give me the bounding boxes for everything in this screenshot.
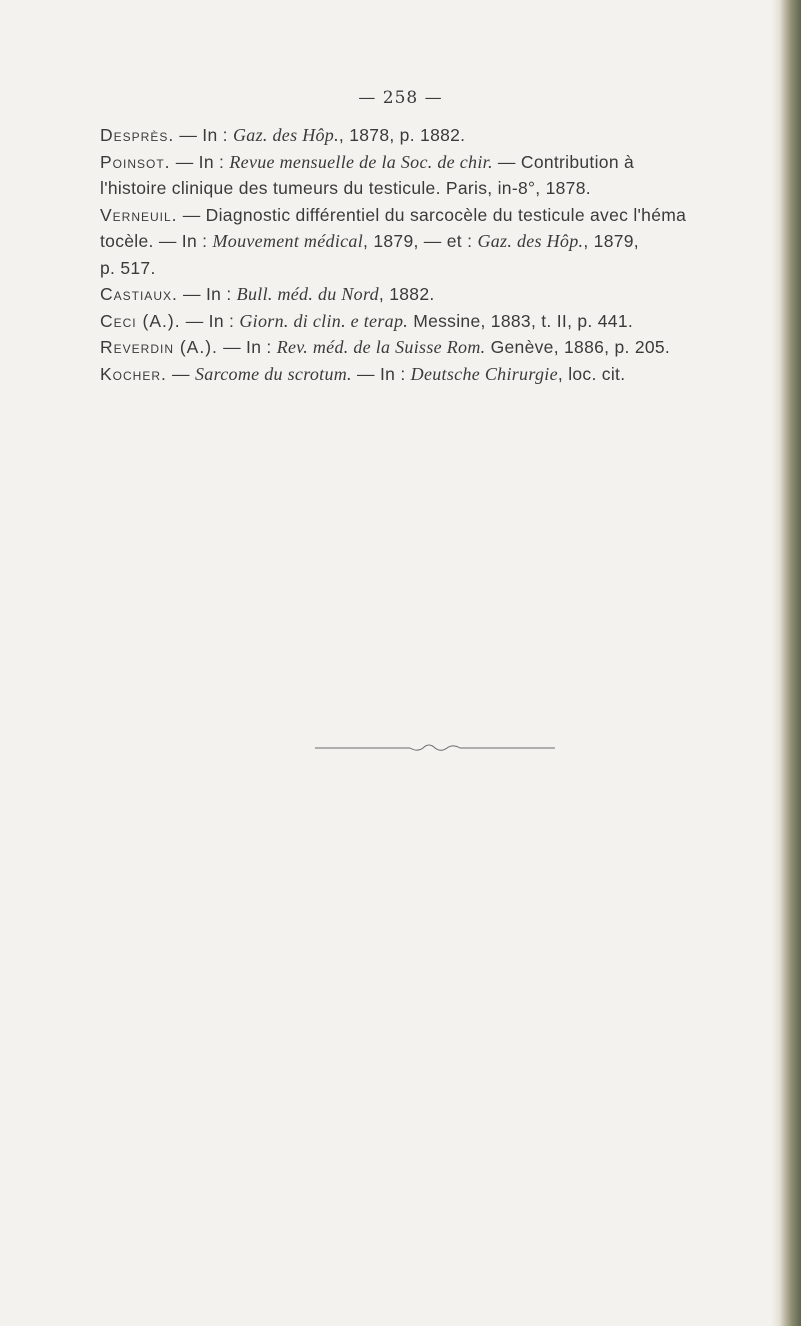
reference-title: Sarcome du scrotum.	[195, 363, 352, 384]
reference-kocher	[100, 361, 740, 388]
reference-text: — In :	[174, 125, 233, 145]
reference-text: p. 517.	[100, 257, 156, 278]
reference-text: — In :	[351, 363, 411, 384]
reference-author: Castiaux.	[100, 284, 178, 304]
reference-journal: Bull. méd. du Nord	[236, 284, 379, 304]
reference-line	[100, 228, 740, 255]
reference-list	[100, 122, 740, 387]
reference-text: Genève, 1886, p. 205.	[485, 337, 671, 357]
reference-journal: Revue mensuelle de la Soc. de chir.	[229, 151, 493, 172]
reference-text: — Diagnostic différentiel du sarcocèle du testicule avec l'héma	[177, 204, 687, 225]
reference-castiaux	[100, 281, 740, 308]
reference-text: , 1879,	[583, 231, 639, 251]
page-edge-shadow	[771, 0, 779, 1326]
reference-text: — In :	[177, 284, 237, 304]
reference-verneuil	[100, 202, 740, 282]
reference-text: Messine, 1883, t. II, p. 441.	[408, 310, 634, 331]
reference-journal: Rev. méd. de la Suisse Rom.	[276, 337, 486, 357]
reference-author: Verneuil.	[100, 204, 178, 225]
reference-text: — In :	[217, 337, 277, 357]
page-edge	[779, 0, 801, 1326]
reference-text: — In :	[180, 310, 240, 331]
page-number: — 258 —	[358, 88, 443, 108]
reference-despres	[100, 122, 740, 149]
reference-author: Ceci (A.).	[100, 310, 181, 331]
reference-reverdin	[100, 334, 740, 361]
reference-journal: Gaz. des Hôp.	[477, 231, 584, 251]
reference-author: Desprès.	[100, 125, 175, 145]
reference-text: , 1878, p. 1882.	[338, 125, 466, 145]
reference-journal: Giorn. di clin. e terap.	[239, 310, 409, 331]
reference-text: l'histoire clinique des tumeurs du testicule. Paris, in-8°, 1878.	[100, 178, 591, 198]
reference-ceci	[100, 308, 740, 335]
reference-author: Reverdin (A.).	[100, 337, 218, 357]
reference-journal: Mouvement médical	[212, 231, 364, 251]
reference-text: , loc. cit.	[557, 363, 626, 384]
reference-poinsot	[100, 149, 740, 202]
reference-journal: Gaz. des Hôp.	[233, 125, 339, 145]
reference-text: — Contribution à	[492, 151, 635, 172]
reference-text: —	[166, 363, 195, 384]
reference-text: tocèle. — In :	[100, 231, 213, 251]
reference-journal: Deutsche Chirurgie	[410, 363, 558, 384]
ornamental-divider	[315, 742, 555, 754]
reference-author: Kocher.	[100, 363, 167, 384]
reference-text: , 1879, — et :	[363, 231, 478, 251]
reference-text: , 1882.	[378, 284, 435, 304]
reference-text: — In :	[170, 151, 230, 172]
reference-author: Poinsot.	[100, 151, 171, 172]
